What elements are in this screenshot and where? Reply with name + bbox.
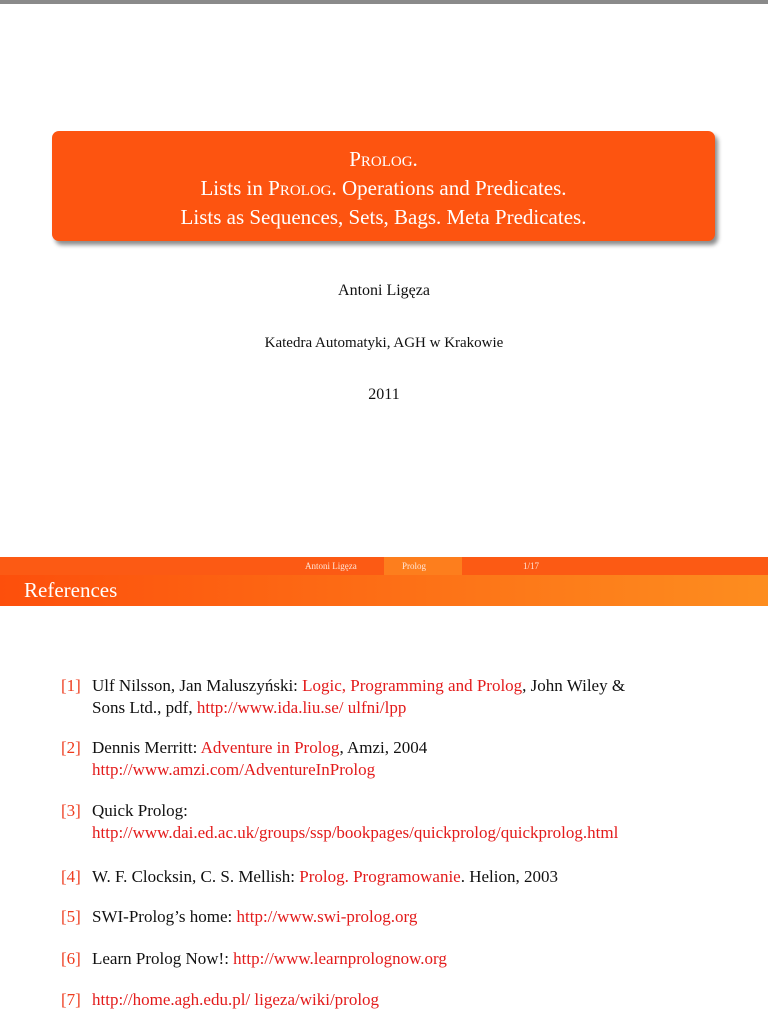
reference-number: [2] [61, 738, 81, 757]
title-line-2-suffix: . Operations and Predicates. [331, 176, 567, 200]
references-title: References [24, 578, 118, 602]
reference-text: W. F. Clocksin, C. S. Mellish: [92, 867, 300, 886]
reference-item-5 [61, 906, 721, 928]
title-box [52, 131, 715, 241]
reference-book-link[interactable]: Adventure in Prolog [200, 738, 340, 757]
reference-body [92, 800, 721, 844]
reference-number: [7] [61, 990, 81, 1009]
reference-number: [6] [61, 949, 81, 968]
reference-book-link[interactable]: Logic, Programming and Prolog [302, 676, 523, 695]
reference-item-7 [61, 989, 721, 1011]
reference-url-link[interactable]: http://www.swi-prolog.org [236, 907, 418, 926]
reference-body [92, 675, 721, 719]
title-line-2-prefix: Lists in [200, 176, 269, 200]
footer-author: Antoni Ligęza [305, 561, 357, 571]
institute-name: Katedra Automatyki, AGH w Krakowie [264, 335, 504, 351]
reference-text: Sons Ltd., pdf, [92, 698, 197, 717]
reference-text: , Amzi, 2004 [339, 738, 428, 757]
reference-url-link[interactable]: http://www.ida.liu.se/ ulfni/lpp [196, 698, 407, 717]
footer-title: Prolog [402, 561, 427, 571]
reference-number: [4] [61, 867, 81, 886]
reference-book-link[interactable]: Prolog. Programowanie [299, 867, 461, 886]
reference-text: . Helion, 2003 [460, 867, 559, 886]
title-slide [0, 4, 768, 557]
references-header [0, 575, 768, 606]
reference-body [92, 866, 721, 888]
reference-item-3 [61, 800, 721, 844]
reference-url-link[interactable]: http://home.agh.edu.pl/ ligeza/wiki/prolog [92, 990, 380, 1009]
presentation-year: 2011 [368, 386, 400, 403]
reference-item-6 [61, 948, 721, 970]
reference-body [92, 737, 721, 781]
reference-text: SWI-Prolog’s home: [92, 907, 237, 926]
reference-url-link[interactable]: http://www.learnprolognow.org [233, 949, 447, 968]
footer-page-number: 1/17 [523, 561, 540, 571]
reference-number: [3] [61, 801, 81, 820]
reference-item-2 [61, 737, 721, 781]
title-line-1: Prolog. [349, 147, 418, 171]
title-line-2 [52, 174, 715, 203]
reference-item-1 [61, 675, 721, 719]
title-line-3: Lists as Sequences, Sets, Bags. Meta Predicates. [180, 205, 587, 229]
references-list [0, 606, 768, 1024]
reference-url-link[interactable]: http://www.amzi.com/AdventureInProlog [92, 760, 376, 779]
reference-number: [5] [61, 907, 81, 926]
reference-url-link[interactable]: http://www.dai.ed.ac.uk/groups/ssp/bookpages/quickprolog/quickprolog.html [92, 823, 619, 842]
reference-number: [1] [61, 676, 81, 695]
reference-text: Dennis Merritt: [92, 738, 201, 757]
reference-text: Quick Prolog: [92, 801, 188, 820]
reference-body [92, 906, 721, 928]
reference-text: Ulf Nilsson, Jan Maluszyński: [92, 676, 303, 695]
title-line-2-prolog: Prolog [268, 176, 332, 200]
reference-body [92, 989, 721, 1011]
author-name: Antoni Ligęza [338, 282, 430, 299]
reference-body [92, 948, 721, 970]
reference-item-4 [61, 866, 721, 888]
reference-text: Learn Prolog Now!: [92, 949, 234, 968]
slide-footer [0, 557, 768, 575]
reference-text: , John Wiley & [522, 676, 626, 695]
